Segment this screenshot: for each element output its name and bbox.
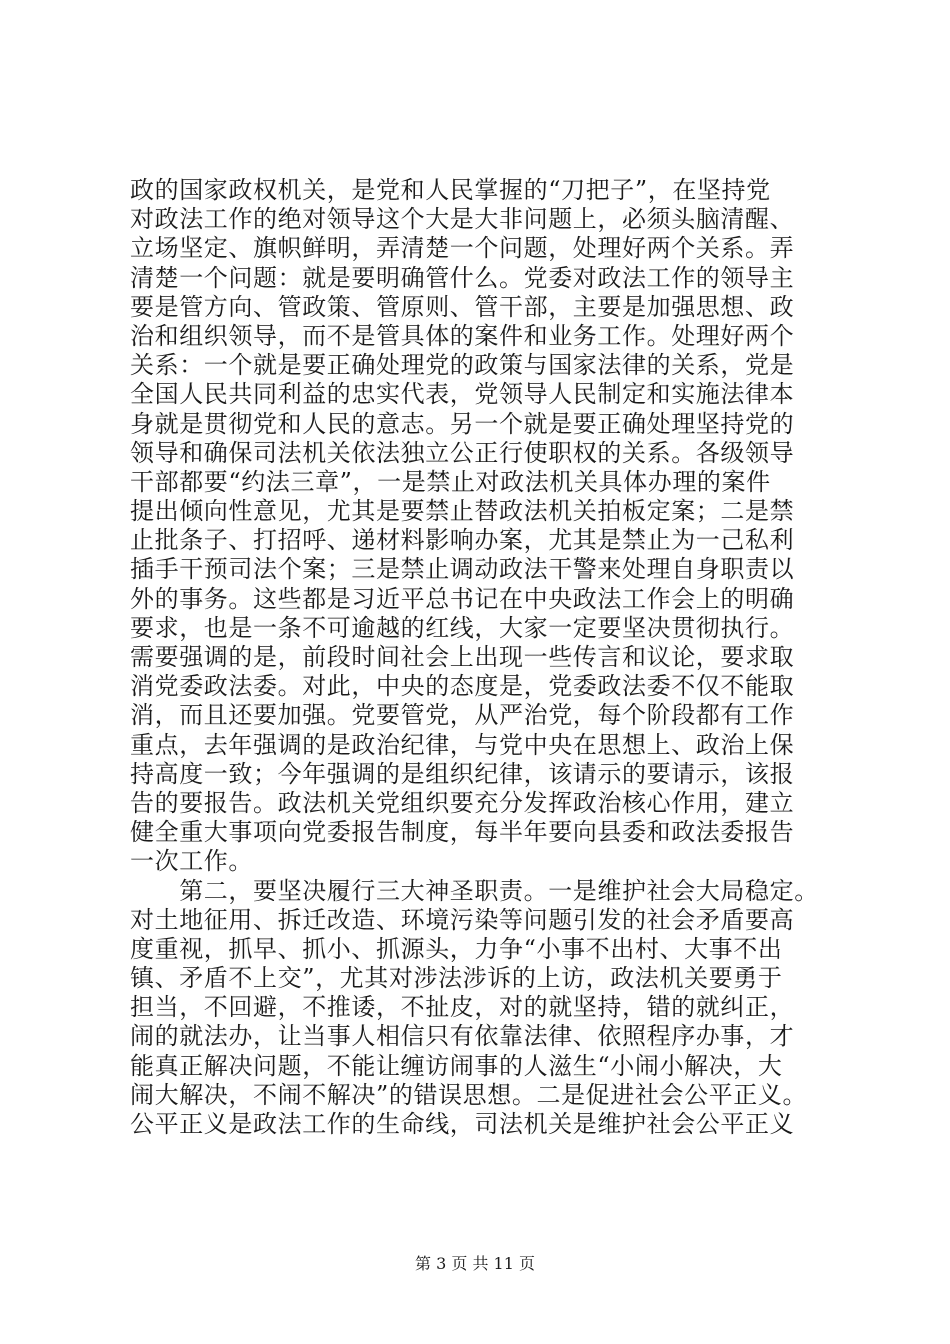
text-line: 第二，要坚决履行三大神圣职责。一是维护社会大局稳定。 (130, 876, 819, 905)
body-text (130, 176, 830, 1139)
text-line: 清楚一个问题：就是要明确管什么。党委对政法工作的领导主 (130, 263, 795, 292)
text-line: 要求，也是一条不可逾越的红线，大家一定要坚决贯彻执行。 (130, 613, 795, 642)
text-line: 干部都要“约法三章”，一是禁止对政法机关具体办理的案件 (130, 467, 771, 496)
text-line: 领导和确保司法机关依法独立公正行使职权的关系。各级领导 (130, 438, 795, 467)
text-line: 一次工作。 (130, 847, 253, 876)
text-line: 重点，去年强调的是政治纪律，与党中央在思想上、政治上保 (130, 730, 795, 759)
text-line: 关系：一个就是要正确处理党的政策与国家法律的关系，党是 (130, 351, 795, 380)
text-line: 插手干预司法个案；三是禁止调动政法干警来处理自身职责以 (130, 555, 795, 584)
text-line: 消党委政法委。对此，中央的态度是，党委政法委不仅不能取 (130, 672, 795, 701)
text-line: 闹的就法办，让当事人相信只有依靠法律、依照程序办事，才 (130, 1022, 795, 1051)
text-line: 告的要报告。政法机关党组织要充分发挥政治核心作用，建立 (130, 788, 795, 817)
text-line: 外的事务。这些都是习近平总书记在中央政法工作会上的明确 (130, 584, 795, 613)
text-line: 立场坚定、旗帜鲜明，弄清楚一个问题，处理好两个关系。弄 (130, 234, 795, 263)
text-line: 能真正解决问题，不能让缠访闹事的人滋生“小闹小解决，大 (130, 1051, 783, 1080)
text-line: 对土地征用、拆迁改造、环境污染等问题引发的社会矛盾要高 (130, 905, 795, 934)
text-line: 持高度一致；今年强调的是组织纪律，该请示的要请示，该报 (130, 759, 795, 788)
text-line: 公平正义是政法工作的生命线，司法机关是维护社会公平正义 (130, 1110, 795, 1138)
text-line: 需要强调的是，前段时间社会上出现一些传言和议论，要求取 (130, 643, 795, 671)
text-line: 要是管方向、管政策、管原则、管干部，主要是加强思想、政 (130, 292, 795, 321)
text-line: 担当，不回避，不推诿，不扯皮，对的就坚持，错的就纠正， (130, 993, 795, 1022)
text-line: 提出倾向性意见，尤其是要禁止替政法机关拍板定案；二是禁 (130, 497, 795, 526)
text-line: 止批条子、打招呼、递材料影响办案，尤其是禁止为一己私利 (130, 526, 795, 555)
text-line: 全国人民共同利益的忠实代表，党领导人民制定和实施法律本 (130, 380, 795, 409)
text-line: 治和组织领导，而不是管具体的案件和业务工作。处理好两个 (130, 321, 795, 350)
page-footer (0, 1254, 950, 1274)
text-line: 消，而且还要加强。党要管党，从严治党，每个阶段都有工作 (130, 701, 795, 730)
text-line: 政的国家政权机关，是党和人民掌握的“刀把子”，在坚持党 (130, 176, 771, 204)
text-line: 闹大解决，不闹不解决”的错误思想。二是促进社会公平正义。 (130, 1080, 808, 1109)
text-line: 度重视，抓早、抓小、抓源头，力争“小事不出村、大事不出 (130, 934, 783, 963)
text-line: 镇、矛盾不上交”，尤其对涉法涉诉的上访，政法机关要勇于 (130, 964, 783, 993)
page-number: 第 3 页 共 11 页 (415, 1254, 535, 1273)
text-line: 对政法工作的绝对领导这个大是大非问题上，必须头脑清醒、 (130, 205, 795, 234)
text-line: 身就是贯彻党和人民的意志。另一个就是要正确处理坚持党的 (130, 409, 795, 438)
text-line: 健全重大事项向党委报告制度，每半年要向县委和政法委报告 (130, 818, 795, 847)
